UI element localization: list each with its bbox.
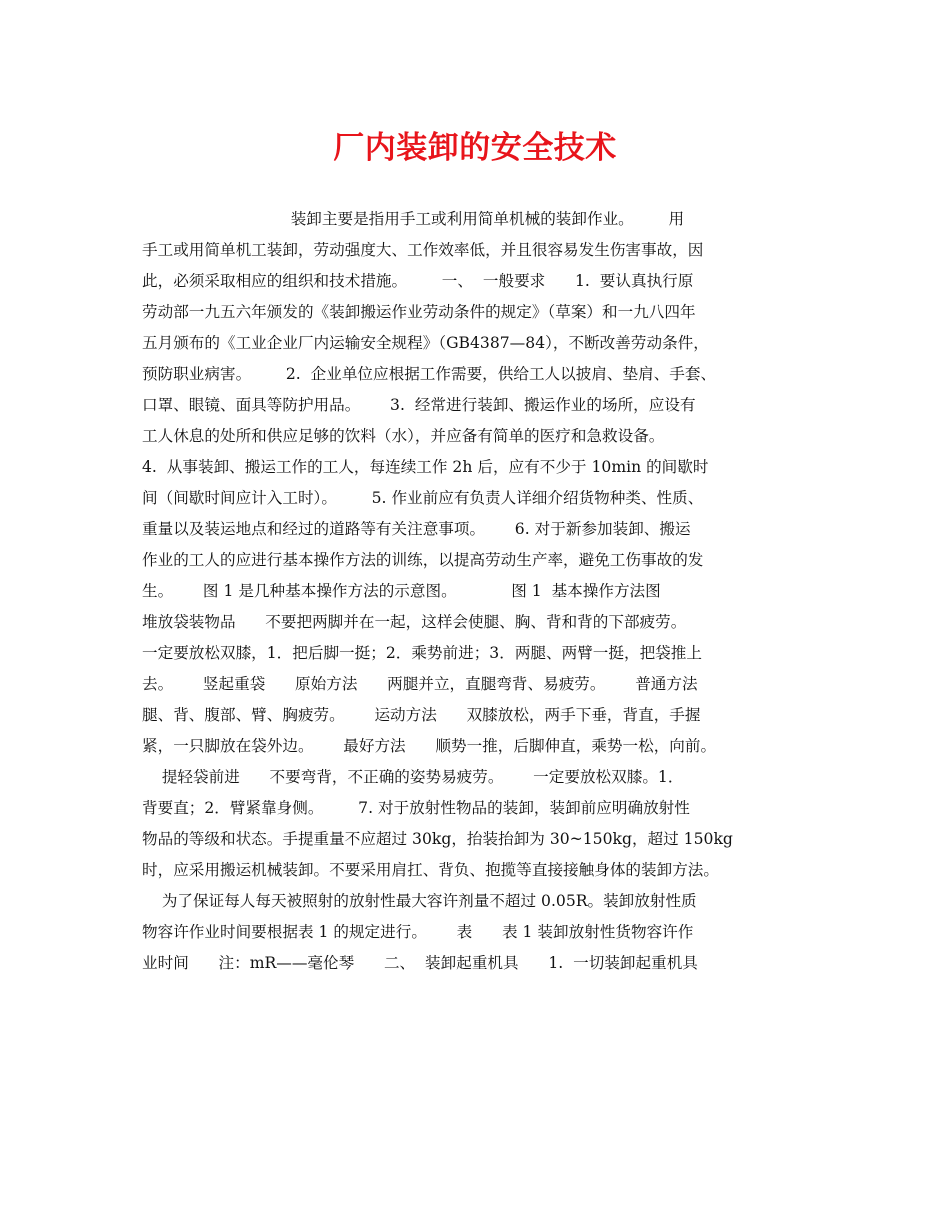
body-line: 预防职业病害。 2. 企业单位应根据工作需要，供给工人以披肩、垫肩、手套、	[142, 365, 717, 383]
body-line: 背要直；2．臂紧靠身侧。 7. 对于放射性物品的装卸，装卸前应明确放射性	[142, 799, 690, 817]
body-line: 五月颁布的《工业企业厂内运输安全规程》（GB4387—84），不断改善劳动条件，	[142, 334, 709, 352]
body-line: 此，必须采取相应的组织和技术措施。 一、 一般要求 1. 要认真执行原	[142, 272, 694, 290]
body-line: 为了保证每人每天被照射的放射性最大容许剂量不超过 0.05R。装卸放射性质	[142, 892, 697, 910]
body-line: 时，应采用搬运机械装卸。不要采用肩扛、背负、抱揽等直接接触身体的装卸方法。	[142, 861, 719, 879]
body-line: 物品的等级和状态。手提重量不应超过 30kg，抬装抬卸为 30~150kg，超过 150kg	[142, 830, 733, 848]
body-line: 重量以及装运地点和经过的道路等有关注意事项。 6. 对于新参加装卸、搬运	[142, 520, 691, 538]
body-line: 紧，一只脚放在袋外边。 最好方法 顺势一推，后脚伸直，乘势一松，向前。	[142, 737, 717, 755]
body-line: 堆放袋装物品 不要把两脚并在一起，这样会使腿、胸、背和背的下部疲劳。	[142, 613, 687, 631]
body-line: 装卸主要是指用手工或利用简单机械的装卸作业。 用	[142, 210, 685, 228]
body-line: 4. 从事装卸、搬运工作的工人，每连续工作 2h 后，应有不少于 10min 的间歇时	[142, 458, 709, 476]
body-line: 工人休息的处所和供应足够的饮料（水），并应备有简单的医疗和急救设备。	[142, 427, 665, 445]
body-line: 间（间歇时间应计入工时）。 5. 作业前应有负责人详细介绍货物种类、性质、	[142, 489, 704, 507]
document-title: 厂内装卸的安全技术	[333, 130, 617, 166]
body-line: 业时间 注：mR——毫伦琴 二、 装卸起重机具 1. 一切装卸起重机具	[142, 954, 698, 972]
body-line: 生。 图 1 是几种基本操作方法的示意图。 图 1 基本操作方法图	[142, 582, 661, 600]
body-line: 提轻袋前进 不要弯背，不正确的姿势易疲劳。 一定要放松双膝。1．	[142, 768, 684, 786]
body-line: 物容许作业时间要根据表 1 的规定进行。 表 表 1 装卸放射性货物容许作	[142, 923, 694, 941]
body-line: 腿、背、腹部、臂、胸疲劳。 运动方法 双膝放松，两手下垂，背直，手握	[142, 706, 701, 724]
document-body	[142, 204, 832, 979]
body-line: 去。 竖起重袋 原始方法 两腿并立，直腿弯背、易疲劳。 普通方法	[142, 675, 698, 693]
body-line: 一定要放松双膝，1．把后脚一挺；2．乘势前进；3．两腿、两臂一挺，把袋推上	[142, 644, 702, 662]
body-line: 口罩、眼镜、面具等防护用品。 3. 经常进行装卸、搬运作业的场所，应设有	[142, 396, 696, 414]
body-line: 手工或用简单机工装卸，劳动强度大、工作效率低，并且很容易发生伤害事故，因	[142, 241, 704, 259]
body-line: 劳动部一九五六年颁发的《装卸搬运作业劳动条件的规定》（草案）和一九八四年	[142, 303, 696, 321]
body-line: 作业的工人的应进行基本操作方法的训练，以提高劳动生产率，避免工伤事故的发	[142, 551, 704, 569]
